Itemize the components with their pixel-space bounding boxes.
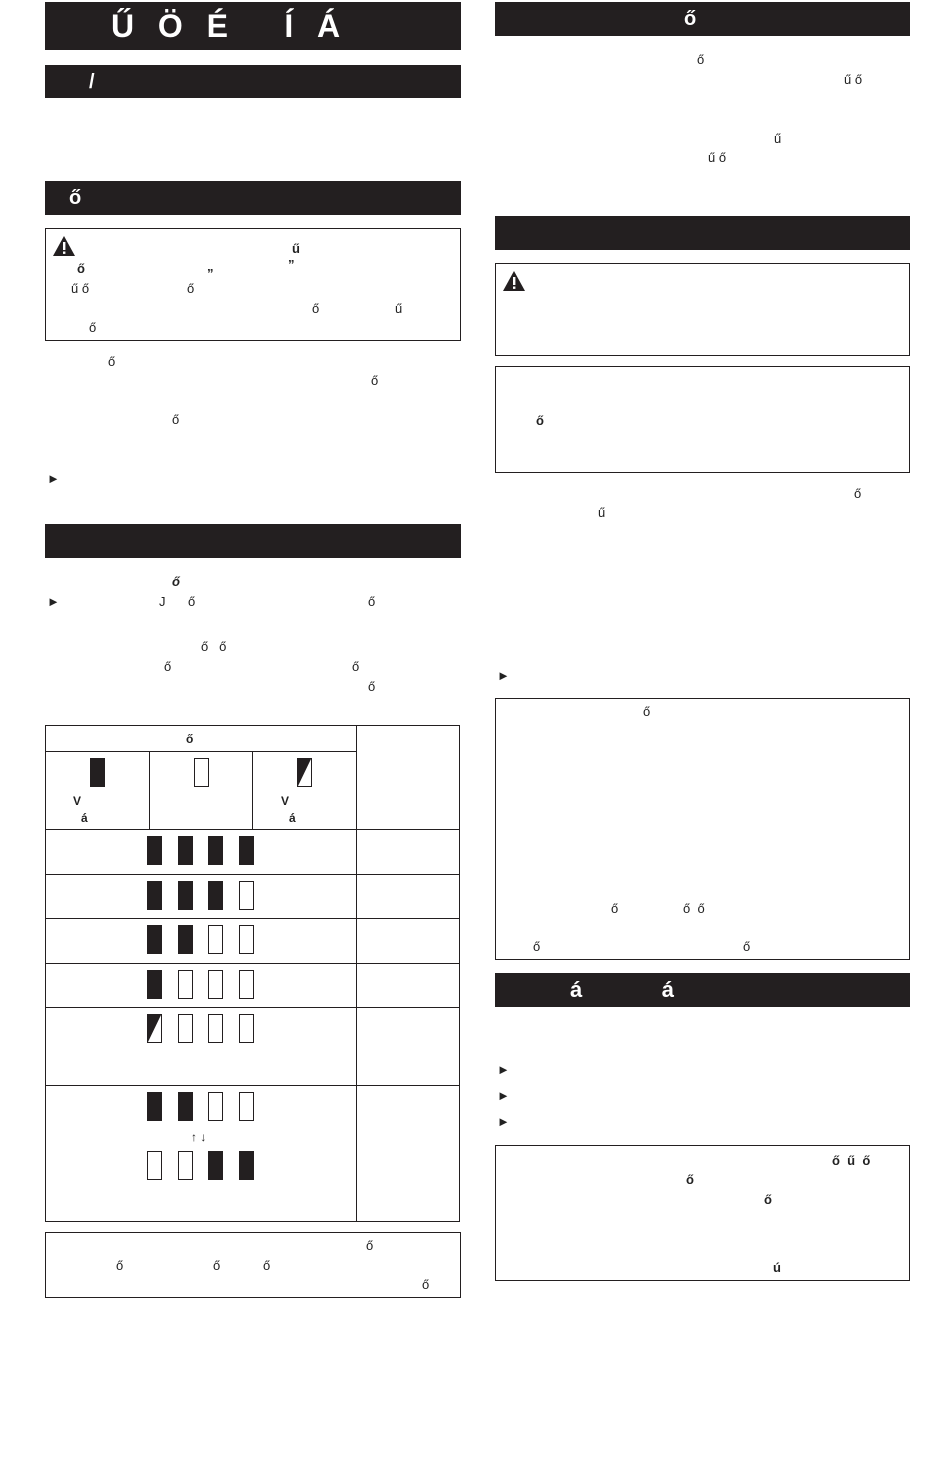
indicator-cell-off [178, 970, 193, 999]
indicator-cell-off [208, 1092, 223, 1121]
bullet-arrow: ► [497, 668, 510, 683]
body-char: J [159, 594, 166, 609]
indicator-cell-on [239, 1151, 254, 1180]
indicator-cell-on [147, 925, 162, 954]
bullet-arrow: ► [497, 1114, 510, 1129]
info-char: ő [611, 901, 619, 916]
caution-char: ő [536, 413, 544, 428]
body-char: ő [368, 594, 376, 609]
note-char: ő [366, 1238, 374, 1253]
state-arrows: ↑ ↓ [191, 1130, 207, 1144]
section-bar-1 [45, 65, 461, 98]
section-bar-2-text: ő [69, 187, 82, 209]
info-box [495, 698, 910, 960]
indicator-cell-on [147, 1092, 162, 1121]
indicator-cell-on [208, 1151, 223, 1180]
warning-char: ő [312, 301, 320, 316]
indicator-cell-off [208, 970, 223, 999]
indicator-cell-off [239, 1014, 254, 1043]
warning-char: ű ő [71, 281, 90, 296]
section-bar-3 [45, 524, 461, 558]
body-char: ő [108, 354, 116, 369]
body-char: ű [598, 505, 606, 520]
bullet-arrow: ► [47, 594, 60, 609]
info-char: ő ő [683, 901, 705, 916]
body-char: ű [774, 131, 782, 146]
indicator-cell-off [239, 881, 254, 910]
warning-char: ű [292, 241, 300, 256]
final-box [495, 1145, 910, 1281]
warning-triangle-icon [502, 270, 526, 292]
legend-lit-cell [90, 758, 105, 787]
right-section-bar-3-text: á á [570, 977, 674, 1002]
indicator-cell-off [208, 1014, 223, 1043]
right-section-bar-2 [495, 216, 910, 250]
right-section-bar-1-text: ő [684, 8, 697, 30]
indicator-cell-on [239, 836, 254, 865]
right-section-bar-3 [495, 973, 910, 1007]
indicator-cell-off [239, 925, 254, 954]
indicator-cell-off [178, 1151, 193, 1180]
bullet-arrow: ► [497, 1062, 510, 1077]
note-char: ő [116, 1258, 124, 1273]
indicator-cell-on [147, 881, 162, 910]
warning-char: ” [207, 266, 214, 281]
indicator-cell-off [178, 1014, 193, 1043]
indicator-cell-off [239, 970, 254, 999]
indicator-cell-on [178, 881, 193, 910]
body-char: ő [854, 486, 862, 501]
indicator-table [45, 725, 460, 1222]
final-char: ő [686, 1172, 694, 1187]
warning-box [45, 228, 461, 341]
indicator-cell-on [178, 1092, 193, 1121]
warning-triangle-icon [52, 235, 76, 257]
indicator-cell-on [178, 836, 193, 865]
final-char: ő [764, 1192, 772, 1207]
note-char: ő [213, 1258, 221, 1273]
indicator-cell-on [147, 836, 162, 865]
note-char: ő [422, 1277, 430, 1292]
indicator-header: ő [186, 732, 194, 746]
info-char: ő [643, 704, 651, 719]
body-char: ő [352, 659, 360, 674]
caution-box-1 [495, 263, 910, 356]
warning-char: ő [89, 320, 97, 335]
info-char: ő [743, 939, 751, 954]
warning-char: ő [77, 261, 85, 276]
warning-char: ű [395, 301, 403, 316]
right-section-bar-1 [495, 2, 910, 36]
indicator-cell-off [208, 925, 223, 954]
legend-label: á [81, 811, 88, 825]
indicator-cell-half [147, 1014, 162, 1043]
note-box [45, 1232, 461, 1298]
body-char: ő [172, 574, 180, 589]
indicator-cell-on [178, 925, 193, 954]
body-char: ő ő [201, 639, 227, 654]
indicator-cell-off [239, 1092, 254, 1121]
legend-label: V [281, 794, 290, 808]
indicator-cell-on [208, 881, 223, 910]
indicator-cell-on [208, 836, 223, 865]
title-text: Ű Ö É Í Á [111, 8, 343, 44]
body-char: ő [164, 659, 172, 674]
body-char: ő [697, 52, 705, 67]
info-char: ő [533, 939, 541, 954]
bullet-arrow: ► [497, 1088, 510, 1103]
legend-label: V [73, 794, 82, 808]
body-char: ő [188, 594, 196, 609]
final-char: ő ű ő [832, 1153, 871, 1168]
body-char: ű ő [708, 150, 727, 165]
section-bar-2 [45, 181, 461, 215]
caution-box-2 [495, 366, 910, 473]
final-char: ú [773, 1260, 781, 1275]
bullet-arrow: ► [47, 471, 60, 486]
warning-char: ő [187, 281, 195, 296]
legend-off-cell [194, 758, 209, 787]
warning-char: ” [288, 257, 295, 272]
section-bar-1-text: / [89, 71, 95, 93]
note-char: ő [263, 1258, 271, 1273]
legend-label: á [289, 811, 296, 825]
body-char: ő [371, 373, 379, 388]
legend-blink-cell [297, 758, 312, 787]
body-char: ő [172, 412, 180, 427]
body-char: ű ő [844, 72, 863, 87]
indicator-cell-off [147, 1151, 162, 1180]
indicator-cell-on [147, 970, 162, 999]
title-bar [45, 2, 461, 50]
body-char: ő [368, 679, 376, 694]
